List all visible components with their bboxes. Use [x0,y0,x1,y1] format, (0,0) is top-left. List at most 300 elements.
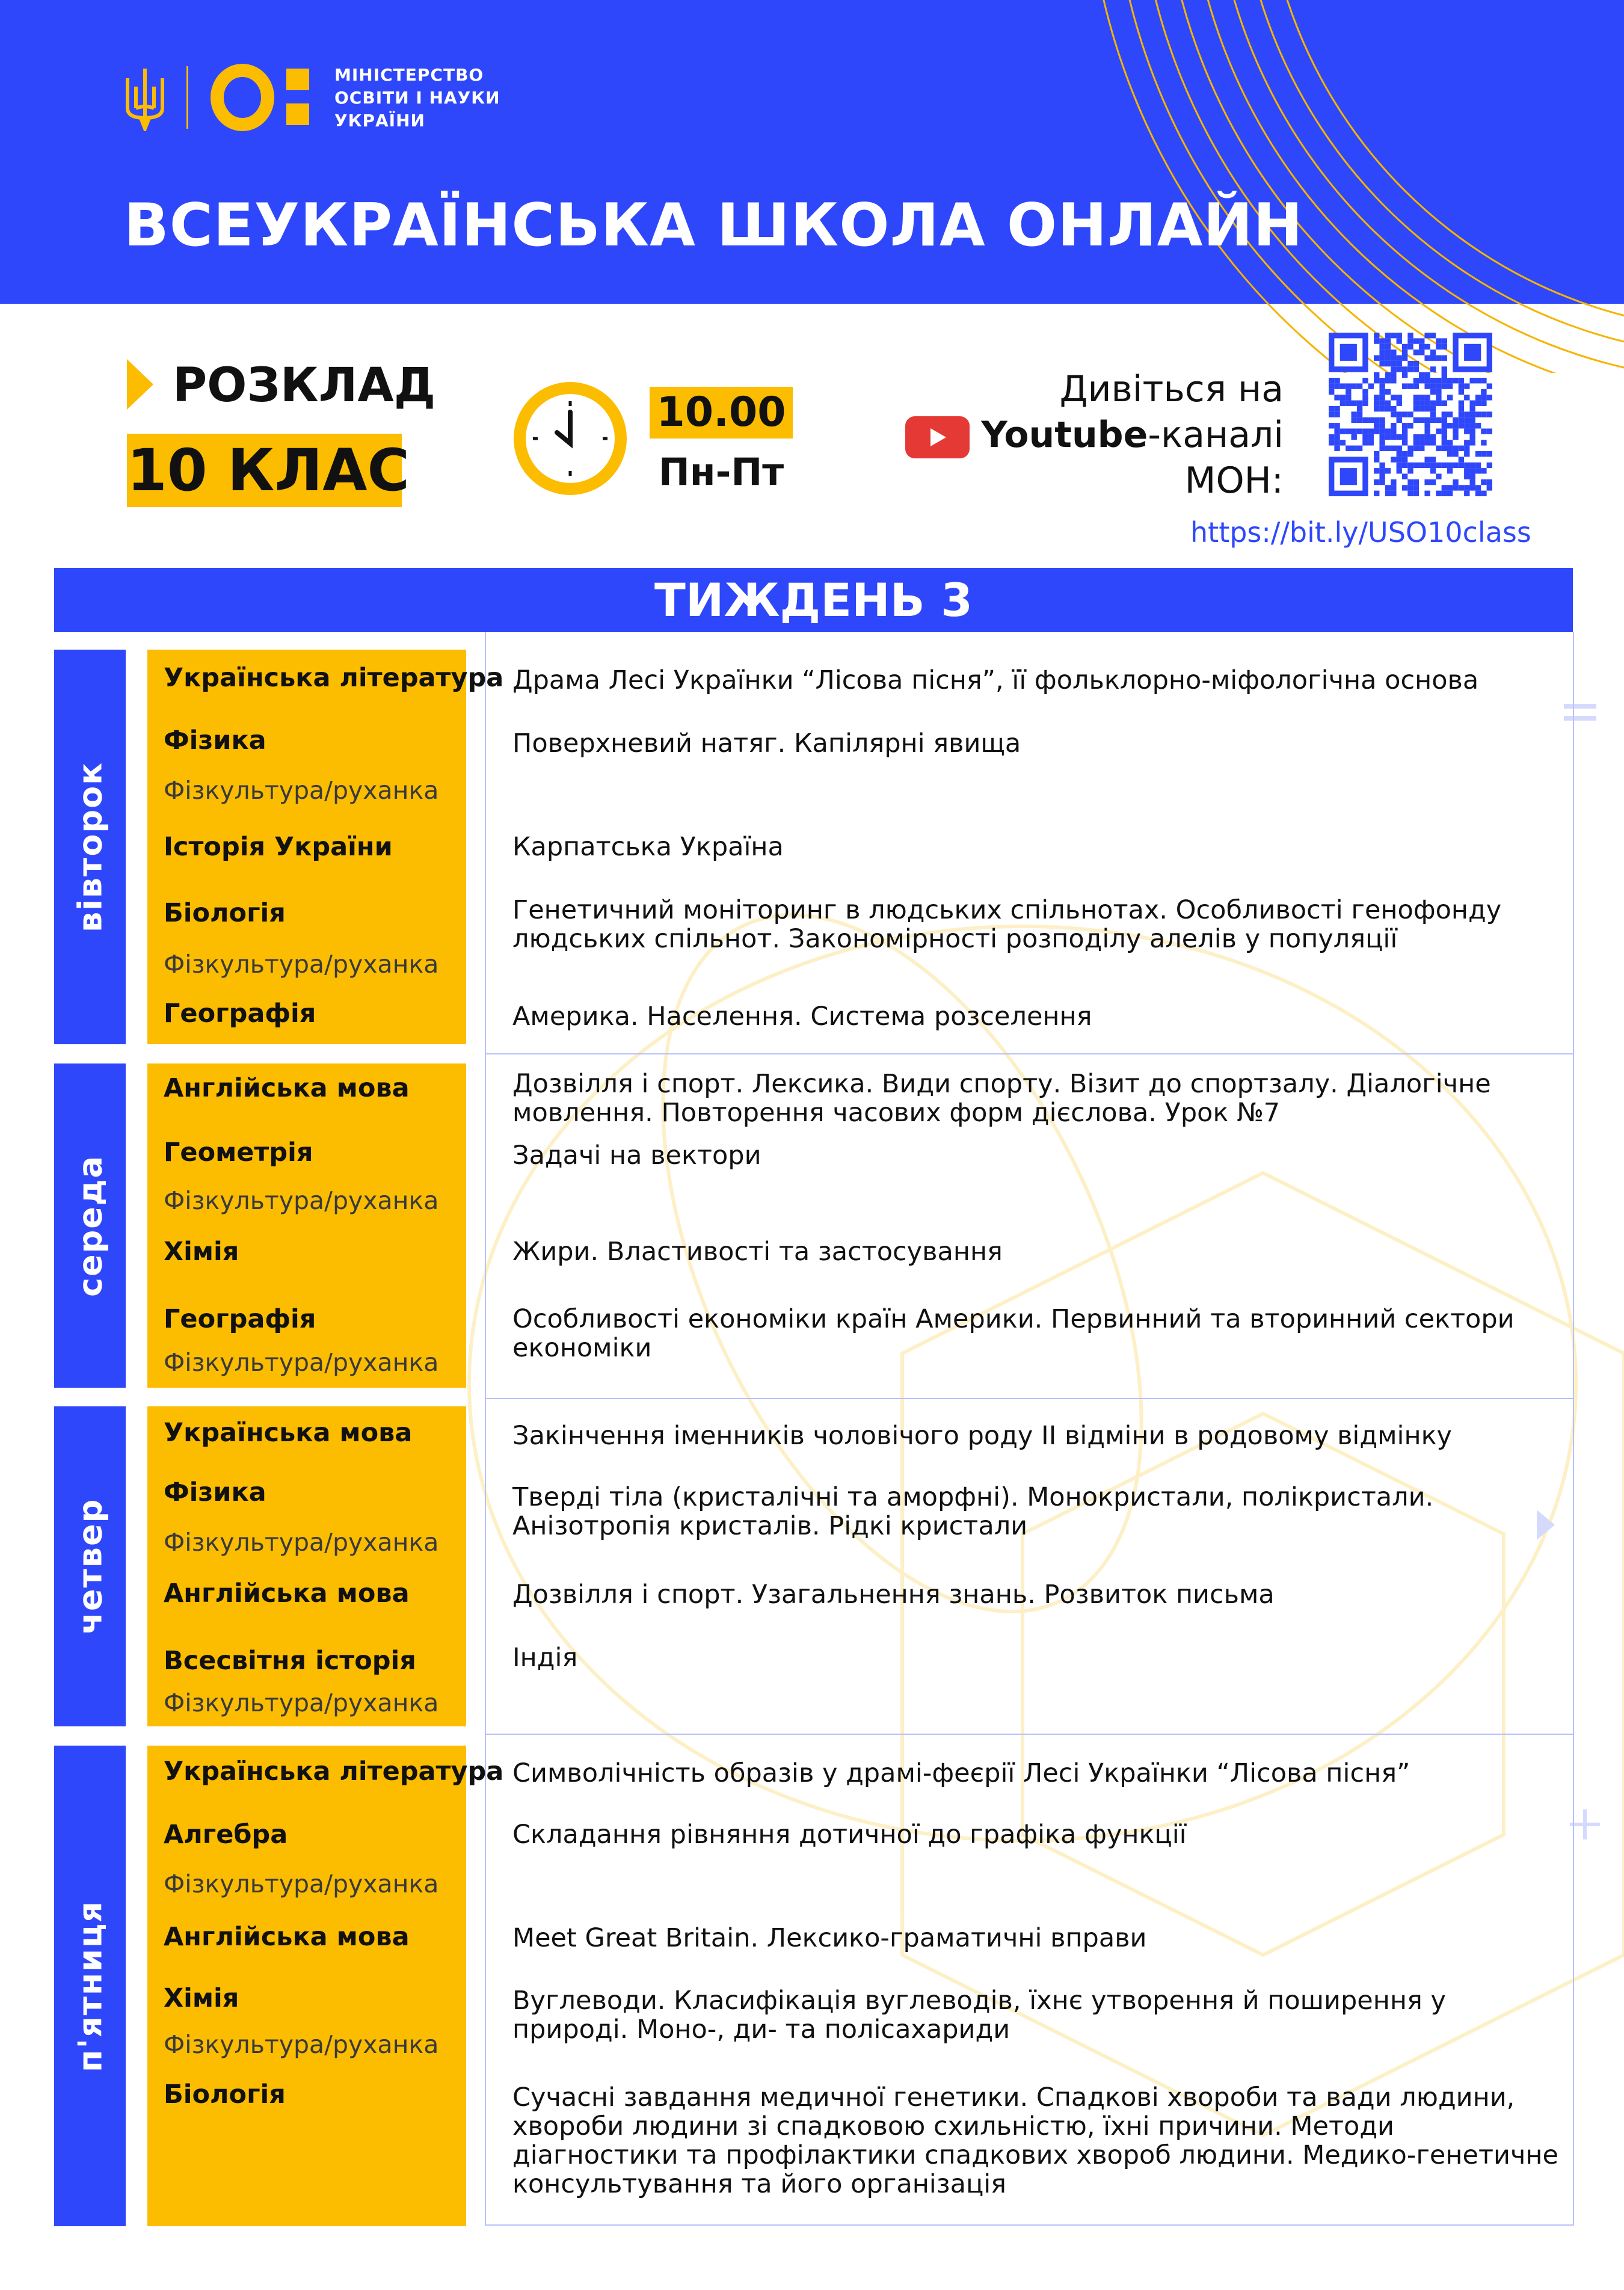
qr-module [1436,383,1441,389]
qr-module [1447,383,1453,389]
lesson-topic: Сучасні завдання медичної генетики. Спадкові хвороби та вади людини, хвороби людини зі спадковою схильністю, їхні причини. Методи діагностики та профілактики спадкових хвороб людини. Медико-генетичне консультування та його організація [512,2082,1558,2199]
qr-module [1436,473,1441,479]
qr-module [1402,457,1407,462]
qr-module [1391,406,1396,411]
qr-module [1397,401,1402,406]
qr-module [1442,491,1447,496]
broadcast-time: 10.00 [650,387,793,439]
day-label [54,1406,126,1726]
qr-module [1374,338,1379,343]
qr-module [1436,401,1441,406]
qr-module [1374,395,1379,400]
qr-module [1487,395,1492,400]
qr-module [1407,344,1413,349]
qr-module [1374,423,1379,428]
qr-module [1469,428,1475,434]
qr-module [1402,440,1407,445]
lesson-topic: Символічність образів у драмі-феєрії Лесі Українки “Лісова пісня” [512,1758,1410,1788]
lesson-topic: Карпатська Україна [512,832,784,862]
qr-module [1407,491,1413,496]
qr-module [1430,479,1436,485]
qr-module [1352,446,1357,451]
qr-module [1346,395,1351,400]
qr-module [1453,378,1458,383]
qr-module [1391,423,1396,428]
lesson-subject: Фізкультура/руханка [164,1528,439,1557]
qr-module [1469,406,1475,411]
qr-module [1442,434,1447,440]
qr-module [1357,428,1362,434]
qr-module [1368,417,1374,423]
lesson-topic: Америка. Населення. Система розселення [512,1002,1092,1032]
qr-module [1402,423,1407,428]
qr-module [1453,479,1458,485]
day-name: п'ятниця [71,1900,109,2072]
qr-module [1419,378,1424,383]
qr-module [1442,372,1447,378]
qr-module [1442,485,1447,490]
lesson-subject: Алгебра [164,1820,288,1850]
lesson-topic: Складання рівняння дотичної до графіка функції [512,1820,1187,1850]
qr-module [1413,485,1419,490]
qr-module [1442,417,1447,423]
qr-module [1413,491,1419,496]
qr-module [1453,417,1458,423]
qr-module [1391,378,1396,383]
qr-module [1447,468,1453,473]
qr-module [1424,440,1430,445]
qr-module [1397,366,1402,372]
qr-module [1469,434,1475,440]
qr-module [1402,485,1407,490]
qr-module [1407,468,1413,473]
qr-module [1442,344,1447,349]
qr-module [1379,473,1385,479]
qr-module [1424,401,1430,406]
qr-module [1447,411,1453,417]
lesson-subject: Українська література [164,1756,504,1787]
qr-module [1385,389,1391,395]
qr-module [1357,411,1362,417]
qr-module [1352,401,1357,406]
qr-module [1464,491,1469,496]
day-name: четвер [71,1498,109,1635]
qr-module [1374,401,1379,406]
qr-module [1385,338,1391,343]
qr-module [1362,395,1368,400]
qr-module [1442,378,1447,383]
qr-module [1391,372,1396,378]
lesson-subject: Всесвітня історія [164,1646,416,1676]
qr-module [1436,463,1441,468]
qr-module [1385,446,1391,451]
qr-module [1413,479,1419,485]
qr-module [1464,417,1469,423]
qr-module [1407,366,1413,372]
qr-module [1447,485,1453,490]
qr-module [1334,440,1339,445]
qr-module [1430,417,1436,423]
qr-module [1459,485,1464,490]
qr-module [1340,401,1346,406]
lesson-subject: Фізкультура/руханка [164,1870,439,1898]
qr-module [1453,428,1458,434]
qr-module [1402,366,1407,372]
qr-module [1419,349,1424,355]
qr-module [1402,356,1407,361]
qr-module [1442,428,1447,434]
qr-module [1469,401,1475,406]
qr-module [1464,485,1469,490]
qr-module [1487,383,1492,389]
qr-module [1453,423,1458,428]
qr-module [1475,411,1481,417]
qr-module [1481,401,1486,406]
qr-module [1385,344,1391,349]
qr-module [1374,356,1379,361]
qr-module [1385,485,1391,490]
qr-module [1352,428,1357,434]
qr-module [1368,428,1374,434]
qr-module [1397,356,1402,361]
qr-module [1391,446,1396,451]
lesson-topic: Вуглеводи. Класифікація вуглеводів, їхнє утворення й поширення у природі. Моно-, ди- та полісахариди [512,1986,1446,2045]
qr-module [1413,406,1419,411]
qr-module [1379,383,1385,389]
qr-module [1340,428,1346,434]
qr-module [1397,434,1402,440]
qr-module [1469,417,1475,423]
qr-module [1447,440,1453,445]
qr-module [1402,451,1407,457]
qr-module [1374,457,1379,462]
qr-module [1391,395,1396,400]
lesson-subject: Хімія [164,1983,239,2013]
qr-module [1419,440,1424,445]
watch-owner: МОН: [1184,460,1284,502]
qr-module [1419,338,1424,343]
qr-module [1391,356,1396,361]
qr-module [1402,434,1407,440]
qr-module [1368,434,1374,440]
qr-module [1442,463,1447,468]
qr-module [1464,383,1469,389]
qr-module [1413,417,1419,423]
qr-module [1340,440,1346,445]
qr-module [1447,463,1453,468]
qr-module [1481,479,1486,485]
qr-module [1481,428,1486,434]
grade-badge: 10 КЛАС [127,434,402,507]
qr-module [1464,344,1481,361]
qr-module [1447,491,1453,496]
qr-module [1453,434,1458,440]
qr-module [1464,473,1469,479]
qr-module [1413,395,1419,400]
qr-module [1413,383,1419,389]
ministry-name [334,64,500,132]
channel-link[interactable]: https://bit.ly/USO10class [1190,516,1531,549]
qr-module [1469,473,1475,479]
qr-module [1475,485,1481,490]
ministry-logo-icon [209,64,318,131]
qr-code[interactable] [1329,333,1492,496]
lesson-topic: Задачі на вектори [512,1140,761,1171]
qr-module [1346,389,1351,395]
qr-module [1459,406,1464,411]
qr-module [1391,349,1396,355]
lesson-topic: Закінчення іменників чоловічого роду ІІ відміни в родовому відмінку [512,1421,1453,1451]
qr-module [1397,446,1402,451]
qr-module [1397,451,1402,457]
qr-module [1379,344,1385,349]
trident-icon [124,66,166,131]
lesson-topic: Індія [512,1643,578,1673]
qr-module [1419,344,1424,349]
qr-module [1475,491,1481,496]
qr-module [1385,401,1391,406]
lesson-subject: Географія [164,999,316,1029]
lesson-subject: Фізика [164,725,266,756]
qr-module [1385,349,1391,355]
qr-module [1379,338,1385,343]
ministry-line: ОСВІТИ І НАУКИ [334,88,500,108]
qr-module [1329,440,1334,445]
qr-module [1413,446,1419,451]
lesson-topic: Meet Great Britain. Лексико-граматичні вправи [512,1923,1147,1953]
qr-module [1436,395,1441,400]
qr-module [1362,378,1368,383]
qr-module [1402,344,1407,349]
qr-module [1385,356,1391,361]
qr-module [1397,463,1402,468]
qr-module [1481,468,1486,473]
qr-module [1379,423,1385,428]
qr-module [1391,485,1396,490]
qr-module [1379,417,1385,423]
qr-module [1379,361,1385,366]
qr-module [1469,411,1475,417]
lesson-subject: Українська мова [164,1418,413,1448]
qr-module [1334,428,1339,434]
qr-module [1464,468,1469,473]
youtube-word: Youtube [981,414,1148,456]
qr-module [1379,468,1385,473]
qr-module [1357,417,1362,423]
day-label [54,1746,126,2226]
qr-module [1407,411,1413,417]
qr-module [1430,401,1436,406]
lesson-topic: Генетичний моніторинг в людських спільнотах. Особливості генофонду людських спільнот. Закономірності розподілу алелів у популяції [512,895,1502,954]
qr-module [1391,428,1396,434]
qr-module [1329,389,1334,395]
qr-module [1374,479,1379,485]
qr-module [1334,411,1339,417]
row-divider [485,1053,1574,1054]
qr-module [1397,417,1402,423]
qr-module [1469,468,1475,473]
qr-module [1397,468,1402,473]
qr-module [1329,383,1334,389]
qr-module [1334,406,1339,411]
qr-module [1469,463,1475,468]
qr-module [1464,423,1469,428]
week-title: ТИЖДЕНЬ 3 [54,568,1573,632]
qr-module [1464,411,1469,417]
schedule-label: РОЗКЛАД [173,359,436,413]
qr-module [1469,479,1475,485]
lesson-topic: Дозвілля і спорт. Узагальнення знань. Розвиток письма [512,1580,1275,1610]
qr-module [1413,434,1419,440]
qr-module [1430,468,1436,473]
clock-icon [512,381,628,496]
qr-module [1430,366,1436,372]
qr-module [1475,395,1481,400]
qr-module [1357,406,1362,411]
qr-module [1391,479,1396,485]
qr-module [1374,333,1379,338]
qr-module [1402,463,1407,468]
qr-module [1407,446,1413,451]
qr-module [1385,372,1391,378]
qr-module [1430,356,1436,361]
qr-module [1407,338,1413,343]
qr-module [1419,417,1424,423]
qr-module [1464,395,1469,400]
qr-module [1481,389,1486,395]
qr-module [1379,440,1385,445]
qr-module [1413,401,1419,406]
ministry-line: МІНІСТЕРСТВО [334,65,484,85]
qr-module [1362,417,1368,423]
qr-module [1481,378,1486,383]
qr-module [1329,434,1334,440]
qr-module [1447,451,1453,457]
qr-module [1391,361,1396,366]
qr-module [1334,446,1339,451]
qr-module [1469,423,1475,428]
qr-module [1407,451,1413,457]
day-label [54,1063,126,1388]
qr-module [1407,479,1413,485]
qr-module [1385,491,1391,496]
qr-module [1430,349,1436,355]
qr-module [1340,395,1346,400]
lesson-subject: Фізкультура/руханка [164,1348,439,1377]
qr-module [1402,383,1407,389]
qr-module [1424,383,1430,389]
qr-module [1357,401,1362,406]
lesson-subject: Англійська мова [164,1922,410,1952]
qr-module [1362,428,1368,434]
qr-module [1362,440,1368,445]
qr-module [1379,356,1385,361]
qr-module [1397,333,1402,338]
qr-module [1487,479,1492,485]
qr-module [1379,349,1385,355]
qr-module [1442,401,1447,406]
lesson-topic: Драма Лесі Українки “Лісова пісня”, її фольклорно-міфологічна основа [512,665,1479,695]
page-title: ВСЕУКРАЇНСЬКА ШКОЛА ОНЛАЙН [124,191,1303,260]
qr-module [1469,485,1475,490]
qr-module [1340,383,1346,389]
qr-module [1329,411,1334,417]
logo-divider [186,66,188,129]
lesson-subject: Біологія [164,898,286,928]
qr-module [1469,440,1475,445]
qr-module [1447,378,1453,383]
qr-module [1379,428,1385,434]
qr-module [1475,401,1481,406]
qr-module [1475,463,1481,468]
qr-module [1436,344,1441,349]
qr-module [1459,423,1464,428]
day-name: вівторок [71,762,109,932]
qr-module [1379,463,1385,468]
qr-module [1424,428,1430,434]
qr-module [1352,434,1357,440]
qr-module [1402,349,1407,355]
qr-module [1419,372,1424,378]
qr-module [1430,434,1436,440]
qr-module [1424,344,1430,349]
row-divider [485,1398,1574,1399]
qr-module [1374,451,1379,457]
qr-module [1453,485,1458,490]
qr-module [1481,395,1486,400]
qr-module [1424,372,1430,378]
lesson-topic: Дозвілля і спорт. Лексика. Види спорту. Візит до спортзалу. Діалогічне мовлення. Повторення часових форм дієслова. Урок №7 [512,1069,1491,1128]
qr-module [1407,333,1413,338]
qr-module [1334,423,1339,428]
qr-module [1385,406,1391,411]
qr-module [1413,361,1419,366]
youtube-icon [905,416,970,458]
qr-module [1424,491,1430,496]
qr-module [1334,378,1339,383]
qr-module [1357,446,1362,451]
qr-module [1442,440,1447,445]
qr-module [1447,395,1453,400]
qr-module [1413,338,1419,343]
qr-module [1413,366,1419,372]
qr-module [1447,446,1453,451]
qr-module [1436,338,1441,343]
day-label [54,650,126,1044]
ministry-line: УКРАЇНИ [334,111,425,131]
row-divider [485,1734,1574,1735]
watch-text: Дивіться на [1059,368,1284,410]
qr-module [1430,457,1436,462]
qr-module [1453,451,1458,457]
qr-module [1391,434,1396,440]
qr-module [1346,401,1351,406]
qr-module [1413,463,1419,468]
lesson-topic: Тверді тіла (кристалічні та аморфні). Монокристали, полікристали. Анізотропія кристалів. Рідкі кристали [512,1482,1434,1541]
qr-module [1464,446,1469,451]
qr-module [1379,446,1385,451]
lesson-subject: Біологія [164,2079,286,2110]
qr-module [1419,434,1424,440]
qr-module [1419,406,1424,411]
qr-module [1424,395,1430,400]
qr-module [1391,366,1396,372]
lesson-subject: Геометрія [164,1137,313,1168]
qr-module [1397,395,1402,400]
qr-module [1374,378,1379,383]
lesson-subject: Фізкультура/руханка [164,1186,439,1215]
qr-module [1436,389,1441,395]
